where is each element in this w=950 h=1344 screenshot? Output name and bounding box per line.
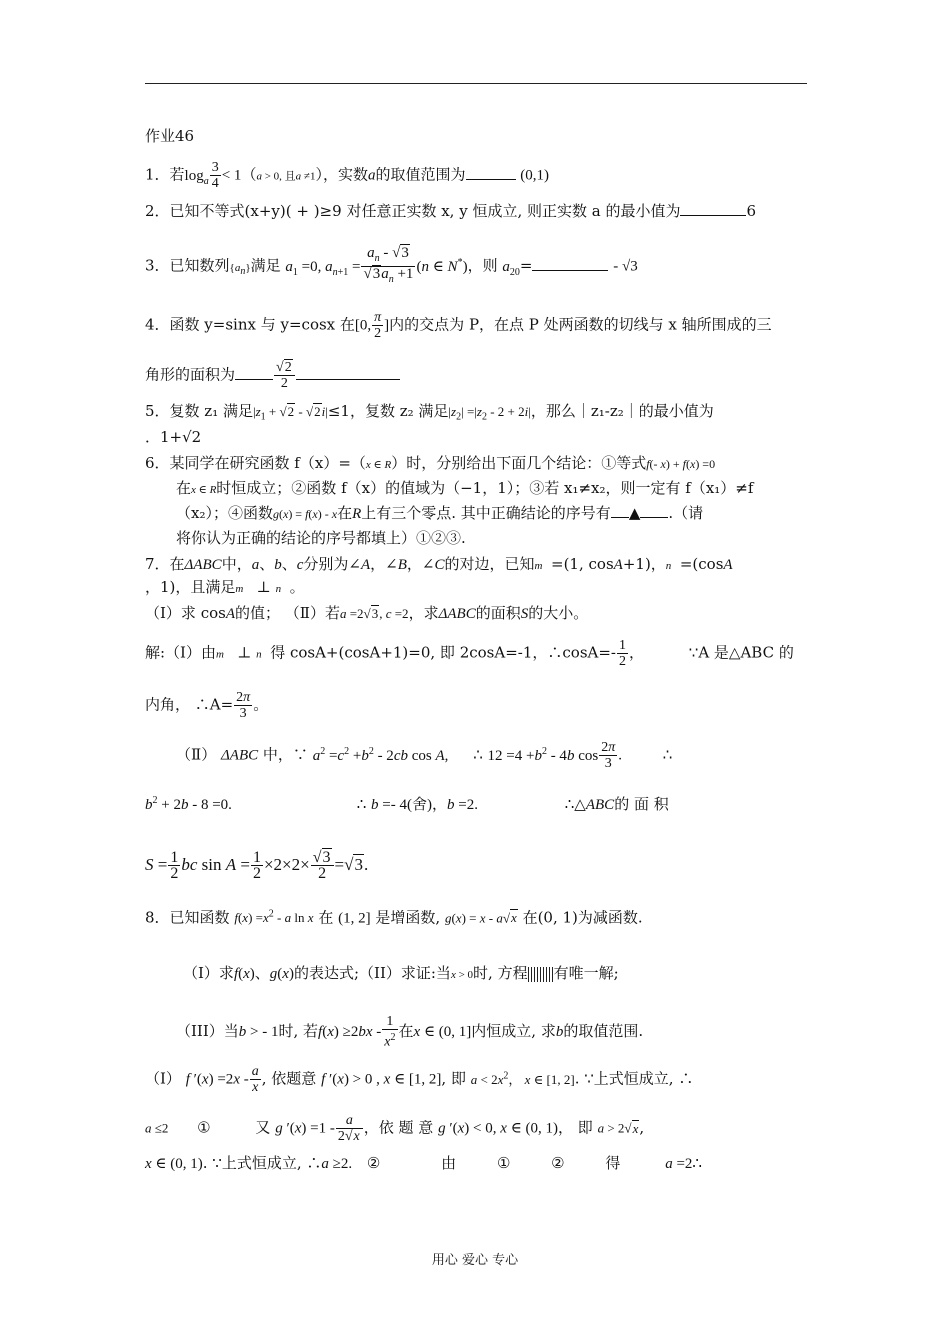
solution-7-line2: 内角， ∴A= $\frac{2\pi}{3}$ 。 bbox=[145, 690, 269, 721]
answer-1: (0,1) bbox=[520, 167, 550, 184]
answer-2: 6 bbox=[746, 202, 757, 220]
problem-3: 3．已知数列$\{a_n\}$满足 $a_1 =0$, $a_{n+1}$ = $\frac{a_n - √3}{√3a_n +1}$ (n ∈ N*)，则 $a_{20}= - √3$ bbox=[145, 245, 638, 285]
problem-4-line2: 角形的面积为 $\frac{√2}{2}$ bbox=[145, 360, 810, 391]
problem-6: 6．某同学在研究函数 f（x）=（x ∈ R）时，分别给出下面几个结论：①等式f(- x) + f(x) =0 bbox=[145, 454, 716, 472]
solution-7-line1: 解:（Ⅰ）由m⃗ ⊥ n⃗得 cosA+(cosA+1)=0, 即 2cosA=-1，∴cosA=- $\frac{1}{2}$ ， ∵A 是△ABC 的 bbox=[145, 638, 794, 669]
problem-5: 5．复数 z₁ 满足$|z_1 + √2 - √2i|\le 1$，复数 z₂ 满足$|z_2| =|z_2 - 2 + 2i|$，那么｜z₁-z₂｜的最小值为 bbox=[145, 402, 714, 423]
header-rule bbox=[145, 83, 807, 84]
solution-8-line3: x ∈ (0, 1). ∵上式恒成立, ∴a ≥2. ② 由 ① ② 得 a =2∴ bbox=[145, 1154, 702, 1172]
problem-5-line2: ．1+√2 bbox=[145, 428, 202, 446]
problem-7-line3: （Ⅰ）求 cosA的值； （Ⅱ）若a =2√3, c =2，求ΔABC的面积S的大小。 bbox=[145, 604, 589, 622]
solution-7-area: S = $\frac{1}{2}$ bc sin A = $\frac{1}{2}$ ×2×2× $\frac{√3}{2}$ =√3. bbox=[145, 849, 369, 882]
problem-6-line4: 将你认为正确的结论的序号都填上）①②③. bbox=[176, 529, 466, 547]
garbled-equation-glyph bbox=[528, 967, 554, 982]
solution-7-line3: （Ⅱ） ΔABC 中，∵ $a^2 =c^2 +b^2 - 2cb$ cos A, ∴ $12 =4 +b^2 - 4b$ cos $\frac{2\pi}{3}$ . ∴ bbox=[176, 740, 673, 771]
problem-6-line3: （x₂）；④函数g(x) = f(x) - x在R上有三个零点. 其中正确结论的序号有 ▲ .（请 bbox=[176, 504, 704, 522]
problem-1: 1．若$\log_a$ $\frac{3}{4}$ < 1（a > 0, 且a ≠1），实数a的取值范围为 (0,1) bbox=[145, 160, 550, 191]
answer-placeholder-triangle: ▲ bbox=[628, 504, 641, 522]
solution-7-line4: $b^2 + 2b - 8 =0$. ∴ b =- 4(舍)，b =2. ∴△ABC的 面 积 bbox=[145, 795, 669, 813]
problem-6-line2: 在x ∈ R时恒成立；②函数 f（x）的值域为（−1，1）；③若 x₁≠x₂，则一定有 f（x₁）≠f bbox=[176, 479, 754, 497]
answer-3: - √3 bbox=[613, 258, 638, 275]
problem-8: 8．已知函数 $f(x) =x^2 - a$ ln x 在 (1, 2] 是增函数, g(x) = x - a√x 在(0, 1)为减函数. bbox=[145, 908, 643, 927]
problem-2: 2．已知不等式(x+y)( + )≥9 对任意正实数 x, y 恒成立, 则正实数 a 的最小值为 6 bbox=[145, 202, 757, 220]
solution-8-line1: （I） f ′(x) =2x - $\frac{a}{x}$ , 依题意 f ′(x) > 0 , x ∈ [1, 2], 即 $a < 2x^2$， x ∈ [1, 2]. ∵上式恒成立, ∴ bbox=[145, 1064, 694, 1095]
page-title: 作业46 bbox=[145, 127, 195, 145]
problem-8-line2: （I）求f(x)、g(x)的表达式;（II）求证:当x > 0时, 方程 有唯一解; bbox=[183, 964, 619, 982]
page-footer: 用心 爱心 专心 bbox=[431, 1253, 519, 1268]
problem-8-line3: （III）当b > - 1时, 若f(x) ≥2bx - $\frac{1}{x^2}$ 在x ∈ (0, 1]内恒成立, 求b的取值范围. bbox=[176, 1014, 644, 1050]
problem-4: 4．函数 y=sinx 与 y=cosx 在[0, $\frac{\pi}{2}$ ]内的交点为 P，在点 P 处两函数的切线与 x 轴所围成的三 bbox=[145, 310, 772, 341]
problem-7: 7．在ΔABC中，a、b、c分别为∠A，∠B，∠C的对边，已知m⃗=(1, cosA+1)，n⃗=(cosA bbox=[145, 555, 733, 573]
solution-8-line2: a ≤2 ① 又 g ′(x) =1 - $\frac{a}{2√x}$ ，依 题 意 g ′(x) < 0, x ∈ (0, 1)， 即 a > 2√x, bbox=[145, 1113, 645, 1144]
problem-7-line2: ，1)，且满足m⃗ ⊥ n⃗。 bbox=[145, 578, 305, 596]
